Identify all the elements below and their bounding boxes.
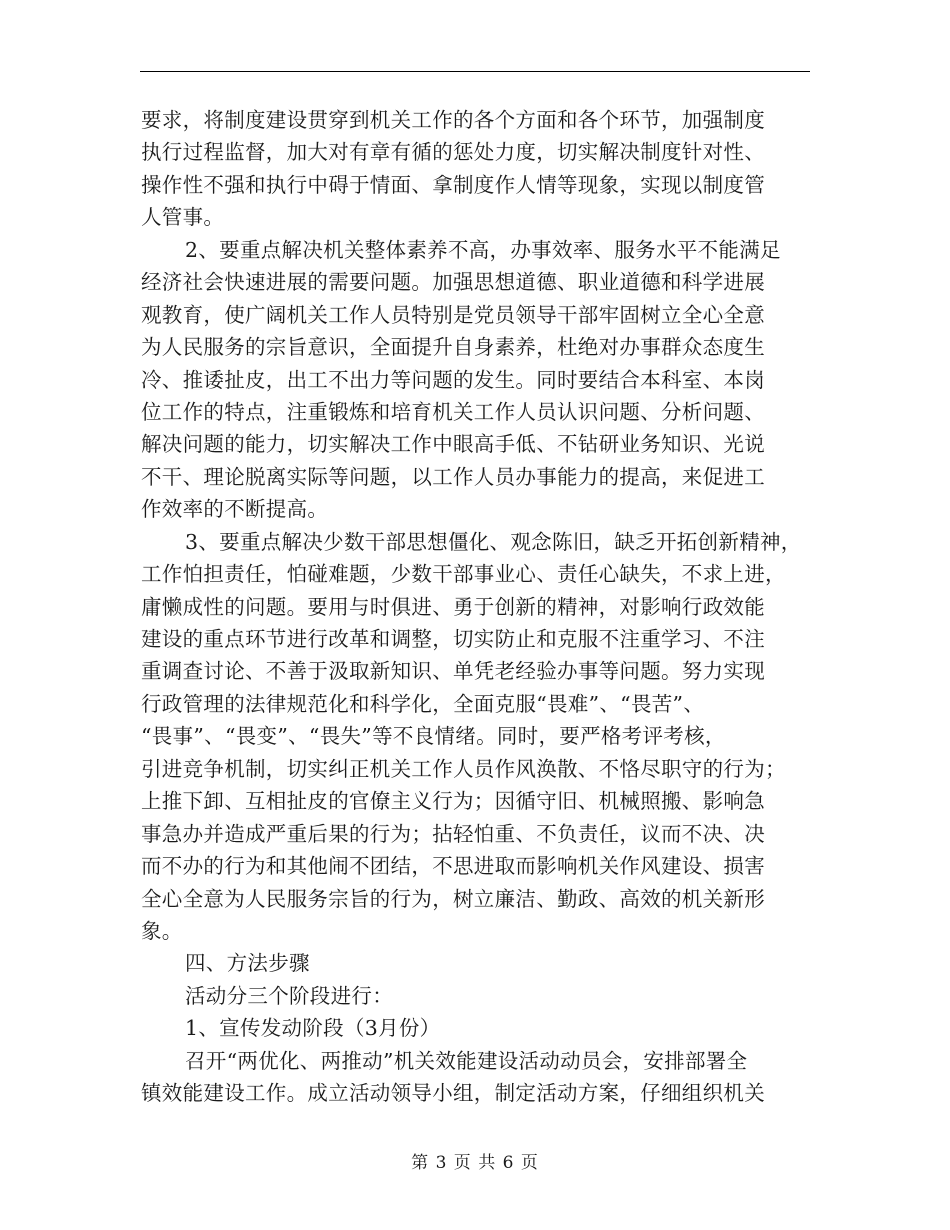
text-line: 为人民服务的宗旨意识，全面提升自身素养，杜绝对办事群众态度生	[141, 335, 765, 360]
text-line: 2、要重点解决机关整体素养不高，办事效率、服务水平不能满足	[185, 237, 781, 262]
text-line: 位工作的特点，注重锻炼和培育机关工作人员认识问题、分析问题、	[141, 399, 765, 424]
text-line: 人管事。	[141, 205, 225, 230]
text-line: 庸懒成性的问题。要用与时俱进、勇于创新的精神，对影响行政效能	[141, 594, 765, 619]
text-line: 经济社会快速进展的需要问题。加强思想道德、职业道德和科学进展	[141, 270, 765, 295]
text-line: 要求，将制度建设贯穿到机关工作的各个方面和各个环节，加强制度	[141, 108, 765, 132]
text-line: 操作性不强和执行中碍于情面、拿制度作人情等现象，实现以制度管	[141, 172, 765, 197]
text-line: 作效率的不断提高。	[141, 497, 329, 522]
subsection-heading: 1、宣传发动阶段（3月份）	[185, 1016, 441, 1041]
page-number: 第 3 页 共 6 页	[411, 1153, 539, 1173]
text-line: 解决问题的能力，切实解决工作中眼高手低、不钻研业务知识、光说	[141, 432, 765, 457]
text-line: 活动分三个阶段进行：	[185, 983, 393, 1008]
text-line: 执行过程监督，加大对有章有循的惩处力度，切实解决制度针对性、	[141, 140, 765, 165]
header-rule	[140, 71, 810, 72]
text-line: 事急办并造成严重后果的行为；拈轻怕重、不负责任，议而不决、决	[141, 821, 765, 846]
text-line: 观教育，使广阔机关工作人员特别是党员领导干部牢固树立全心全意	[141, 302, 765, 327]
text-line: 不干、理论脱离实际等问题，以工作人员办事能力的提高，来促进工	[141, 464, 765, 489]
text-line: 建设的重点环节进行改革和调整，切实防止和克服不注重学习、不注	[141, 627, 765, 651]
text-line: 而不办的行为和其他闹不团结，不思进取而影响机关作风建设、损害	[141, 854, 765, 879]
text-line: 镇效能建设工作。成立活动领导小组，制定活动方案，仔细组织机关	[141, 1081, 765, 1106]
text-line: 重调查讨论、不善于汲取新知识、单凭老经验办事等问题。努力实现	[141, 659, 765, 684]
text-line: 行政管理的法律规范化和科学化，全面克服“畏难”、“畏苦”、	[141, 691, 705, 716]
text-line: 引进竞争机制，切实纠正机关工作人员作风涣散、不恪尽职守的行为；	[141, 756, 786, 781]
document-body	[141, 104, 821, 1110]
text-line: 象。	[141, 918, 183, 943]
text-line: “畏事”、“畏变”、“畏失”等不良情绪。同时，要严格考评考核，	[141, 724, 726, 749]
text-line: 工作怕担责任，怕碰难题，少数干部事业心、责任心缺失，不求上进，	[141, 562, 786, 587]
text-line: 3、要重点解决少数干部思想僵化、观念陈旧，缺乏开拓创新精神，	[185, 529, 802, 554]
text-line: 召开“两优化、两推动”机关效能建设活动动员会，安排部署全	[185, 1048, 748, 1073]
text-line: 全心全意为人民服务宗旨的行为，树立廉洁、勤政、高效的机关新形	[141, 886, 765, 911]
section-heading: 四、方法步骤	[185, 951, 310, 976]
text-line: 冷、推诿扯皮，出工不出力等问题的发生。同时要结合本科室、本岗	[141, 367, 765, 392]
text-line: 上推下卸、互相扯皮的官僚主义行为；因循守旧、机械照搬、影响急	[141, 789, 765, 814]
